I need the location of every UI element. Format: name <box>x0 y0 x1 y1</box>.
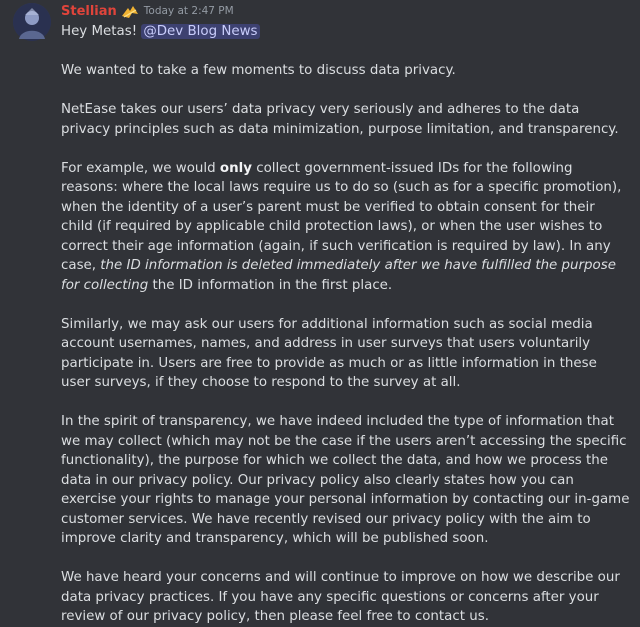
greeting-text: Hey Metas! <box>61 24 142 39</box>
greeting-line <box>61 22 630 42</box>
paragraph-intro: We wanted to take a few moments to discuss data privacy. <box>61 63 456 78</box>
username[interactable]: Stellian <box>61 3 117 19</box>
paragraph-id-italic: the ID information is deleted immediately after we have fulfilled the purpose for collecting <box>61 258 616 293</box>
mention-dev-blog-news[interactable]: @Dev Blog News <box>143 24 258 39</box>
paragraph-principles: NetEase takes our users’ data privacy very seriously and adheres to the data privacy principles such as data minimization, purpose limitation, and transparency. <box>61 102 619 137</box>
paragraph-id-text-a: For example, we would <box>61 160 220 176</box>
paragraph-surveys: Similarly, we may ask our users for additional information such as social media account usernames, names, and address in user surveys that users voluntarily participate in. Users are free to provide as much or as little information in these user surveys, if they choose to respond to the survey at all. <box>61 316 597 390</box>
role-badge-icon[interactable] <box>121 4 139 18</box>
paragraph-id-collection <box>61 159 630 296</box>
paragraph-id-text-b: collect government-issued IDs for the following reasons: where the local laws require us to do so (such as for a specific promotion), when the identity of a user’s parent must be verified to obtain consent for their child (if required by applicable child protection laws), or when the user wishes to correct their age information (again, if such verification is required by law). In any case, <box>61 160 622 273</box>
paragraph-concerns: We have heard your concerns and will continue to improve on how we describe our data privacy practices. If you have any specific questions or concerns after your review of our privacy policy, then please feel free to contact us. <box>61 570 620 624</box>
paragraph-transparency: In the spirit of transparency, we have indeed included the type of information that we may collect (which may not be the case if the users aren’t accessing the specific functionality), the purpose for which we collect the data, and how we process the data in our privacy policy. Our privacy policy also clearly states how you can exercise your rights to manage your personal information by contacting our in-game customer services. We have recently revised our privacy policy with the aim to improve clarity and transparency, which will be published soon. <box>61 414 630 546</box>
paragraph-id-text-c: the ID information in the first place. <box>148 277 393 293</box>
message-body <box>61 22 630 627</box>
message-content <box>61 0 630 627</box>
message-timestamp: Today at 2:47 PM <box>143 5 234 17</box>
paragraph-id-bold: only <box>219 160 252 176</box>
avatar-icon[interactable] <box>13 3 51 41</box>
message-header <box>61 0 630 22</box>
